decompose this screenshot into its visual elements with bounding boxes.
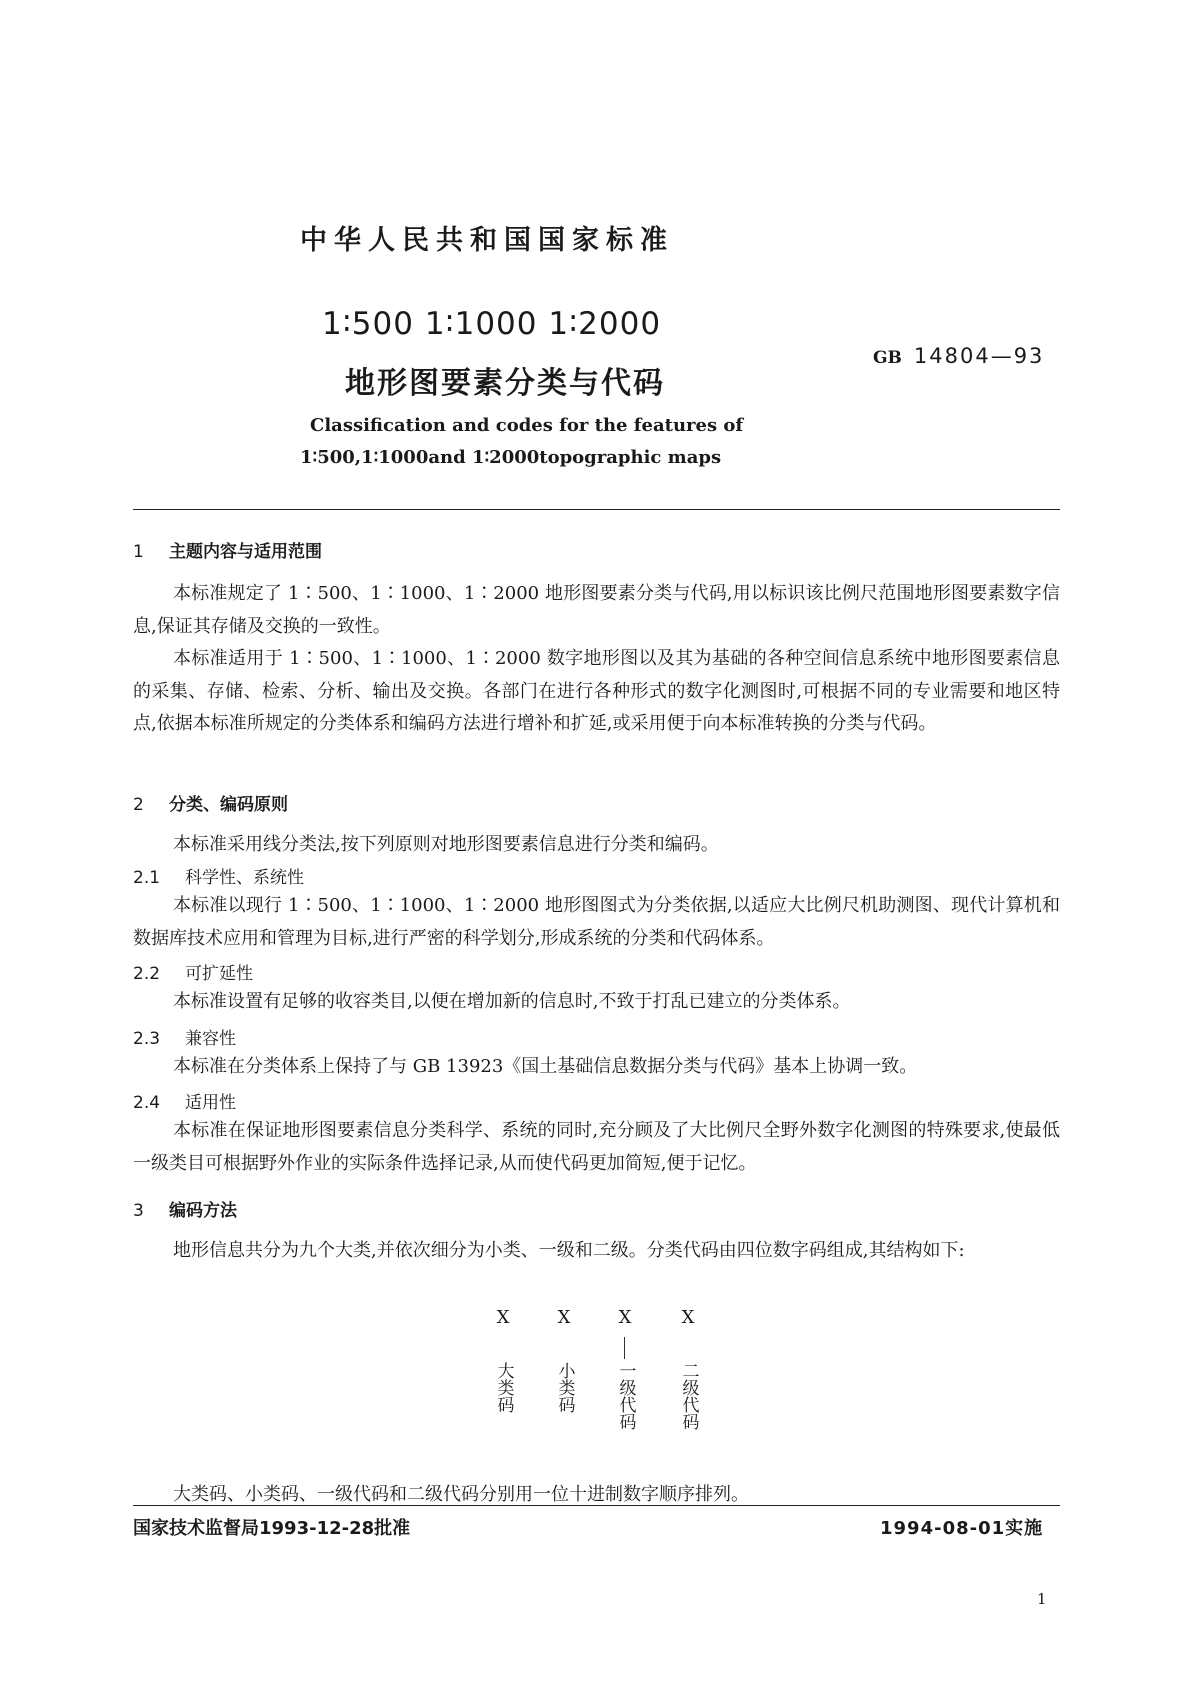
subsection-title: 科学性、系统性 <box>185 868 304 888</box>
section-2-intro: 本标准采用线分类法,按下列原则对地形图要素信息进行分类和编码。 <box>173 834 719 855</box>
code-digit-symbol: X <box>618 1307 632 1328</box>
section-3-paragraph-2: 大类码、小类码、一级代码和二级代码分别用一位十进制数字顺序排列。 <box>173 1484 749 1505</box>
document-title-en-line2: 1∶500,1∶1000and 1∶2000topographic maps <box>300 447 722 468</box>
diagram-column-level1 <box>610 1307 640 1430</box>
approval-info: 国家技术监督局1993-12-28批准 <box>133 1518 411 1539</box>
subsection-title: 适用性 <box>185 1093 236 1113</box>
implementation-date: 1994-08-01实施 <box>880 1518 1044 1539</box>
section-title: 编码方法 <box>169 1201 237 1221</box>
subsection-2-1-heading <box>133 863 304 888</box>
code-digit-label: 大类码 <box>493 1362 514 1413</box>
code-structure-diagram <box>488 1307 718 1457</box>
diagram-column-major <box>488 1307 518 1413</box>
section-title: 分类、编码原则 <box>169 795 288 815</box>
code-digit-symbol: X <box>681 1307 695 1328</box>
section-number: 1 <box>133 542 144 562</box>
subsection-2-2-heading <box>133 959 253 984</box>
subsection-2-4-text: 本标准在保证地形图要素信息分类科学、系统的同时,充分顾及了大比例尺全野外数字化测图的特殊要求,使最低一级类目可根据野外作业的实际条件选择记录,从而使代码更加简短,便于记忆。 <box>133 1120 1060 1174</box>
page-number: 1 <box>1037 1590 1047 1608</box>
scales-title: 1∶500 1∶1000 1∶2000 <box>322 306 662 342</box>
subsection-2-3-text: 本标准在分类体系上保持了与 GB 13923《国土基础信息数据分类与代码》基本上协调一致。 <box>173 1056 918 1077</box>
diagram-column-level2 <box>673 1307 703 1430</box>
standard-prefix: GB <box>873 348 902 368</box>
section-1-heading <box>133 537 322 562</box>
standard-code: 14804—93 <box>913 344 1045 368</box>
section-title: 主题内容与适用范围 <box>169 542 322 562</box>
code-digit-symbol: X <box>496 1307 510 1328</box>
footer-divider <box>133 1505 1060 1506</box>
subsection-number: 2.1 <box>133 868 161 888</box>
standard-number <box>873 344 1044 368</box>
subsection-number: 2.2 <box>133 964 161 984</box>
code-digit-label: 一级代码 <box>615 1362 636 1430</box>
subsection-title: 可扩延性 <box>185 964 253 984</box>
section-1-paragraph-2: 本标准适用于 1∶500、1∶1000、1∶2000 数字地形图以及其为基础的各种空间信息系统中地形图要素信息的采集、存储、检索、分析、输出及交换。各部门在进行各种形式的数字化测图时,可根据不同的专业需要和地区特点,依据本标准所规定的分类体系和编码方法进行增补和扩延,或采用便于向本标准转换的分类与代码。 <box>133 648 1060 734</box>
subsection-2-1-text: 本标准以现行 1∶500、1∶1000、1∶2000 地形图图式为分类依据,以适应大比例尺机助测图、现代计算机和数据库技术应用和管理为目标,进行严密的科学划分,形成系统的分类和代码体系。 <box>133 895 1060 949</box>
section-1-paragraph-1: 本标准规定了 1∶500、1∶1000、1∶2000 地形图要素分类与代码,用以标识该比例尺范围地形图要素数字信息,保证其存储及交换的一致性。 <box>133 583 1060 637</box>
section-number: 2 <box>133 795 144 815</box>
subsection-number: 2.4 <box>133 1093 161 1113</box>
code-digit-label: 小类码 <box>554 1362 575 1413</box>
code-digit-symbol: X <box>557 1307 571 1328</box>
section-3-paragraph-1: 地形信息共分为九个大类,并依次细分为小类、一级和二级。分类代码由四位数字码组成,其结构如下: <box>173 1240 965 1261</box>
diagram-column-minor <box>549 1307 579 1413</box>
section-number: 3 <box>133 1201 144 1221</box>
section-2-heading <box>133 790 288 815</box>
subsection-title: 兼容性 <box>185 1029 236 1049</box>
subsection-2-4-heading <box>133 1088 236 1113</box>
subsection-2-3-heading <box>133 1024 236 1049</box>
subsection-2-2-text: 本标准设置有足够的收容类目,以便在增加新的信息时,不致于打乱已建立的分类体系。 <box>173 991 851 1012</box>
header-divider <box>133 509 1060 510</box>
standard-body-title: 中华人民共和国国家标准 <box>300 225 674 256</box>
code-digit-label: 二级代码 <box>678 1362 699 1430</box>
subsection-number: 2.3 <box>133 1029 161 1049</box>
document-title-en-line1: Classification and codes for the features of <box>310 415 744 436</box>
document-title-cn: 地形图要素分类与代码 <box>345 366 665 401</box>
diagram-connector-line <box>624 1337 625 1359</box>
section-3-heading <box>133 1196 237 1221</box>
